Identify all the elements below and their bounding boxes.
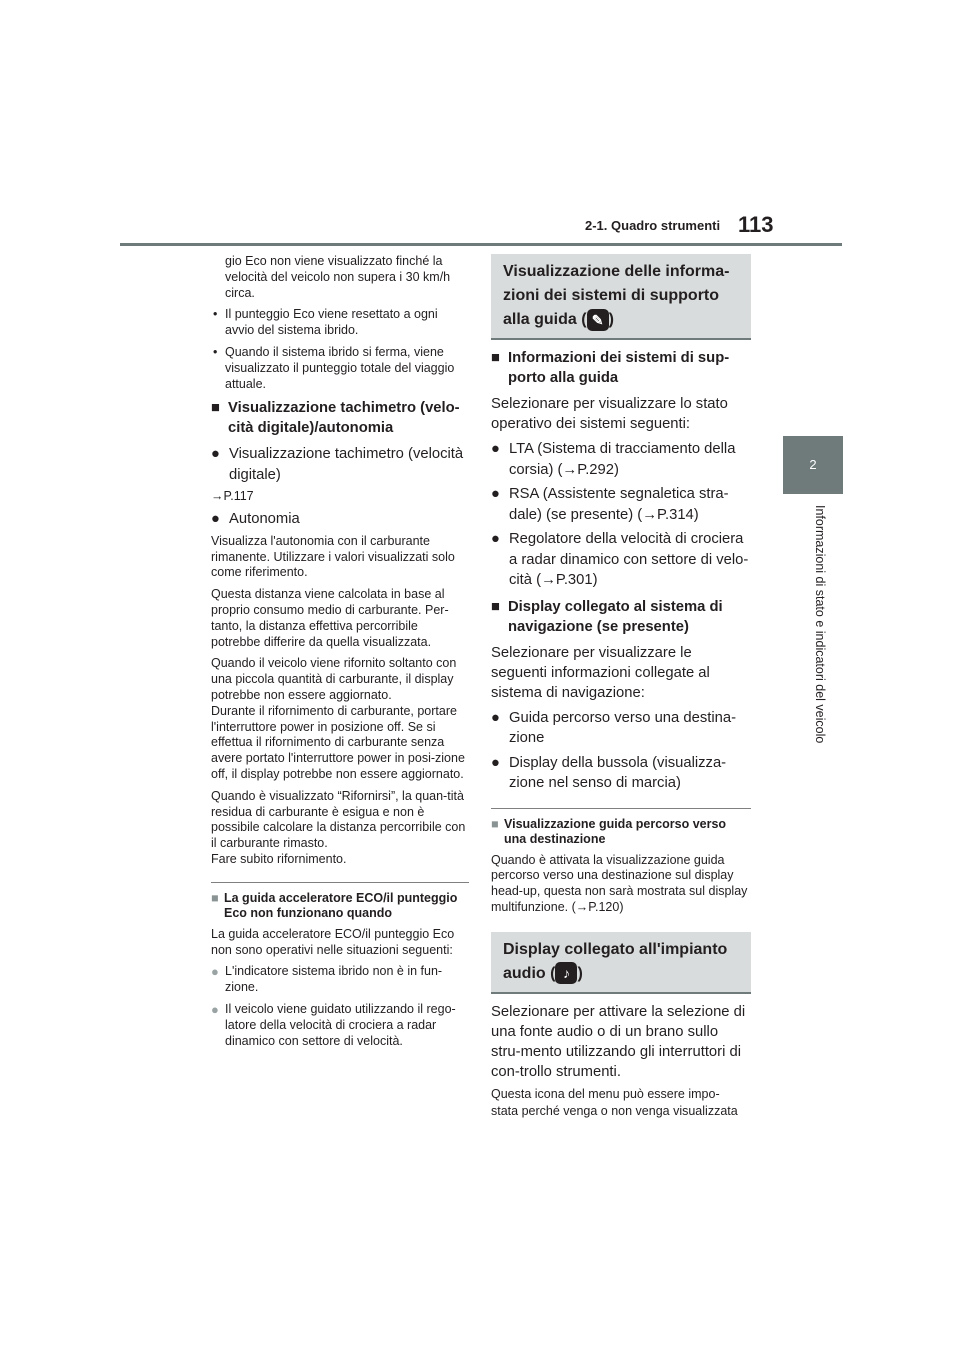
paragraph: Selezionare per visualizzare lo stato operativo dei sistemi seguenti: [491,396,728,432]
note-text: La guida acceleratore ECO/il punteggio Eco non sono operativi nelle situazioni seguenti: [211,926,455,957]
paragraph: Questa distanza viene calcolata in base al proprio consumo medio di carburante. Per-tanto, la distanza effettiva percorribile potrebbe differire da quella visualizzata. [211,587,449,649]
list-item: ● Guida percorso verso una destina-zione [491,709,737,746]
bullet-item: • Il punteggio Eco viene resettato a ogni avvio del sistema ibrido. [213,307,438,338]
list-item: ● RSA (Assistente segnaletica stra-dale) (se presente) (→P.314) [491,486,729,523]
header-rule [120,243,842,246]
chapter-tab [783,436,843,494]
note-divider [211,882,469,883]
chapter-number: 2 [809,457,817,472]
driving-assist-icon: ✎ [587,309,609,331]
list-item: ● Display della bussola (visualizza-zione nel senso di marcia) [491,754,727,791]
section-box: Display collegato all'impianto audio ( ♪ ) [491,932,751,994]
note-text: Quando è attivata la visualizzazione guida percorso verso una destinazione sul display head-up, questa non sarà mostrata sul display multifunzione. (→P.120) [491,852,748,914]
note-heading: ■ La guida acceleratore ECO/il punteggio Eco non funzionano quando [211,890,458,921]
section-heading: ■ Display collegato al sistema di navigazione (se presente) [491,598,723,635]
right-column [491,254,751,1126]
note-item: ● L'indicatore sistema ibrido non è in fun-zione. [211,964,443,995]
list-item: ● Visualizzazione tachimetro (velocità digitale) [211,446,464,483]
paragraph: Quando il veicolo viene rifornito soltanto con una piccola quantità di carburante, il display potrebbe non essere aggiornato. Durante il rifornimento di carburante, portare l'interruttore power in posizione off. Se si effettua il rifornimento di carburante senza avere portato l'interruttore power in posi-zione off, il display potrebbe non essere aggiornato. [211,656,465,782]
list-item: ● Autonomia [211,511,300,528]
section-heading: ■ Visualizzazione tachimetro (velo-cità digitale)/autonomia [211,400,460,437]
chapter-title: Informazioni di stato e indicatori del veicolo [813,505,827,744]
paragraph: Selezionare per visualizzare le seguenti informazioni collegate al sistema di navigazione: [491,644,710,701]
note-item: ● Il veicolo viene guidato utilizzando il rego-latore della velocità di crociera a radar dinamico con settore di velocità. [211,1002,456,1048]
music-note-icon: ♪ [555,962,577,984]
paragraph: Selezionare per attivare la selezione di una fonte audio o di un brano sullo stru-mento utilizzando gli interruttori di con-trollo strumenti. [491,1003,746,1080]
section-box: Visualizzazione delle informa- zioni dei sistemi di supporto alla guida ( ✎ ) [491,254,751,340]
paragraph: Quando è visualizzato “Rifornirsi”, la quan-tità residua di carburante è esigua e non è possibile calcolare la distanza percorribile con il carburante rimasto. Fare subito rifornimento. [211,788,466,867]
note-heading: ■ Visualizzazione guida percorso verso una destinazione [491,816,727,846]
chapter-title-vertical [811,505,831,770]
bullet-item: • Quando il sistema ibrido si ferma, viene visualizzato il punteggio totale del viaggio attuale. [213,344,455,391]
page-reference: →P.117 [211,489,254,504]
left-column [211,254,469,1055]
list-item: ● Regolatore della velocità di crociera a radar dinamico con settore di velo-cità (→P.301) [491,531,749,588]
page-number: 113 [738,212,774,237]
section-heading: ■ Informazioni dei sistemi di sup-porto alla guida [491,350,730,386]
note-divider [491,808,751,809]
paragraph: stata perché venga o non venga visualizzata [491,1104,738,1119]
list-item: ● LTA (Sistema di tracciamento della corsia) (→P.292) [491,441,736,478]
section-title: 2-1. Quadro strumenti [585,218,721,233]
intro-text: gio Eco non viene visualizzato finché la velocità del veicolo non supera i 30 km/h circa. [225,254,451,300]
paragraph: Visualizza l'autonomia con il carburante rimanente. Utilizzare i valori visualizzati solo come riferimento. [211,533,455,580]
paragraph: Questa icona del menu può essere impo- [491,1086,720,1101]
